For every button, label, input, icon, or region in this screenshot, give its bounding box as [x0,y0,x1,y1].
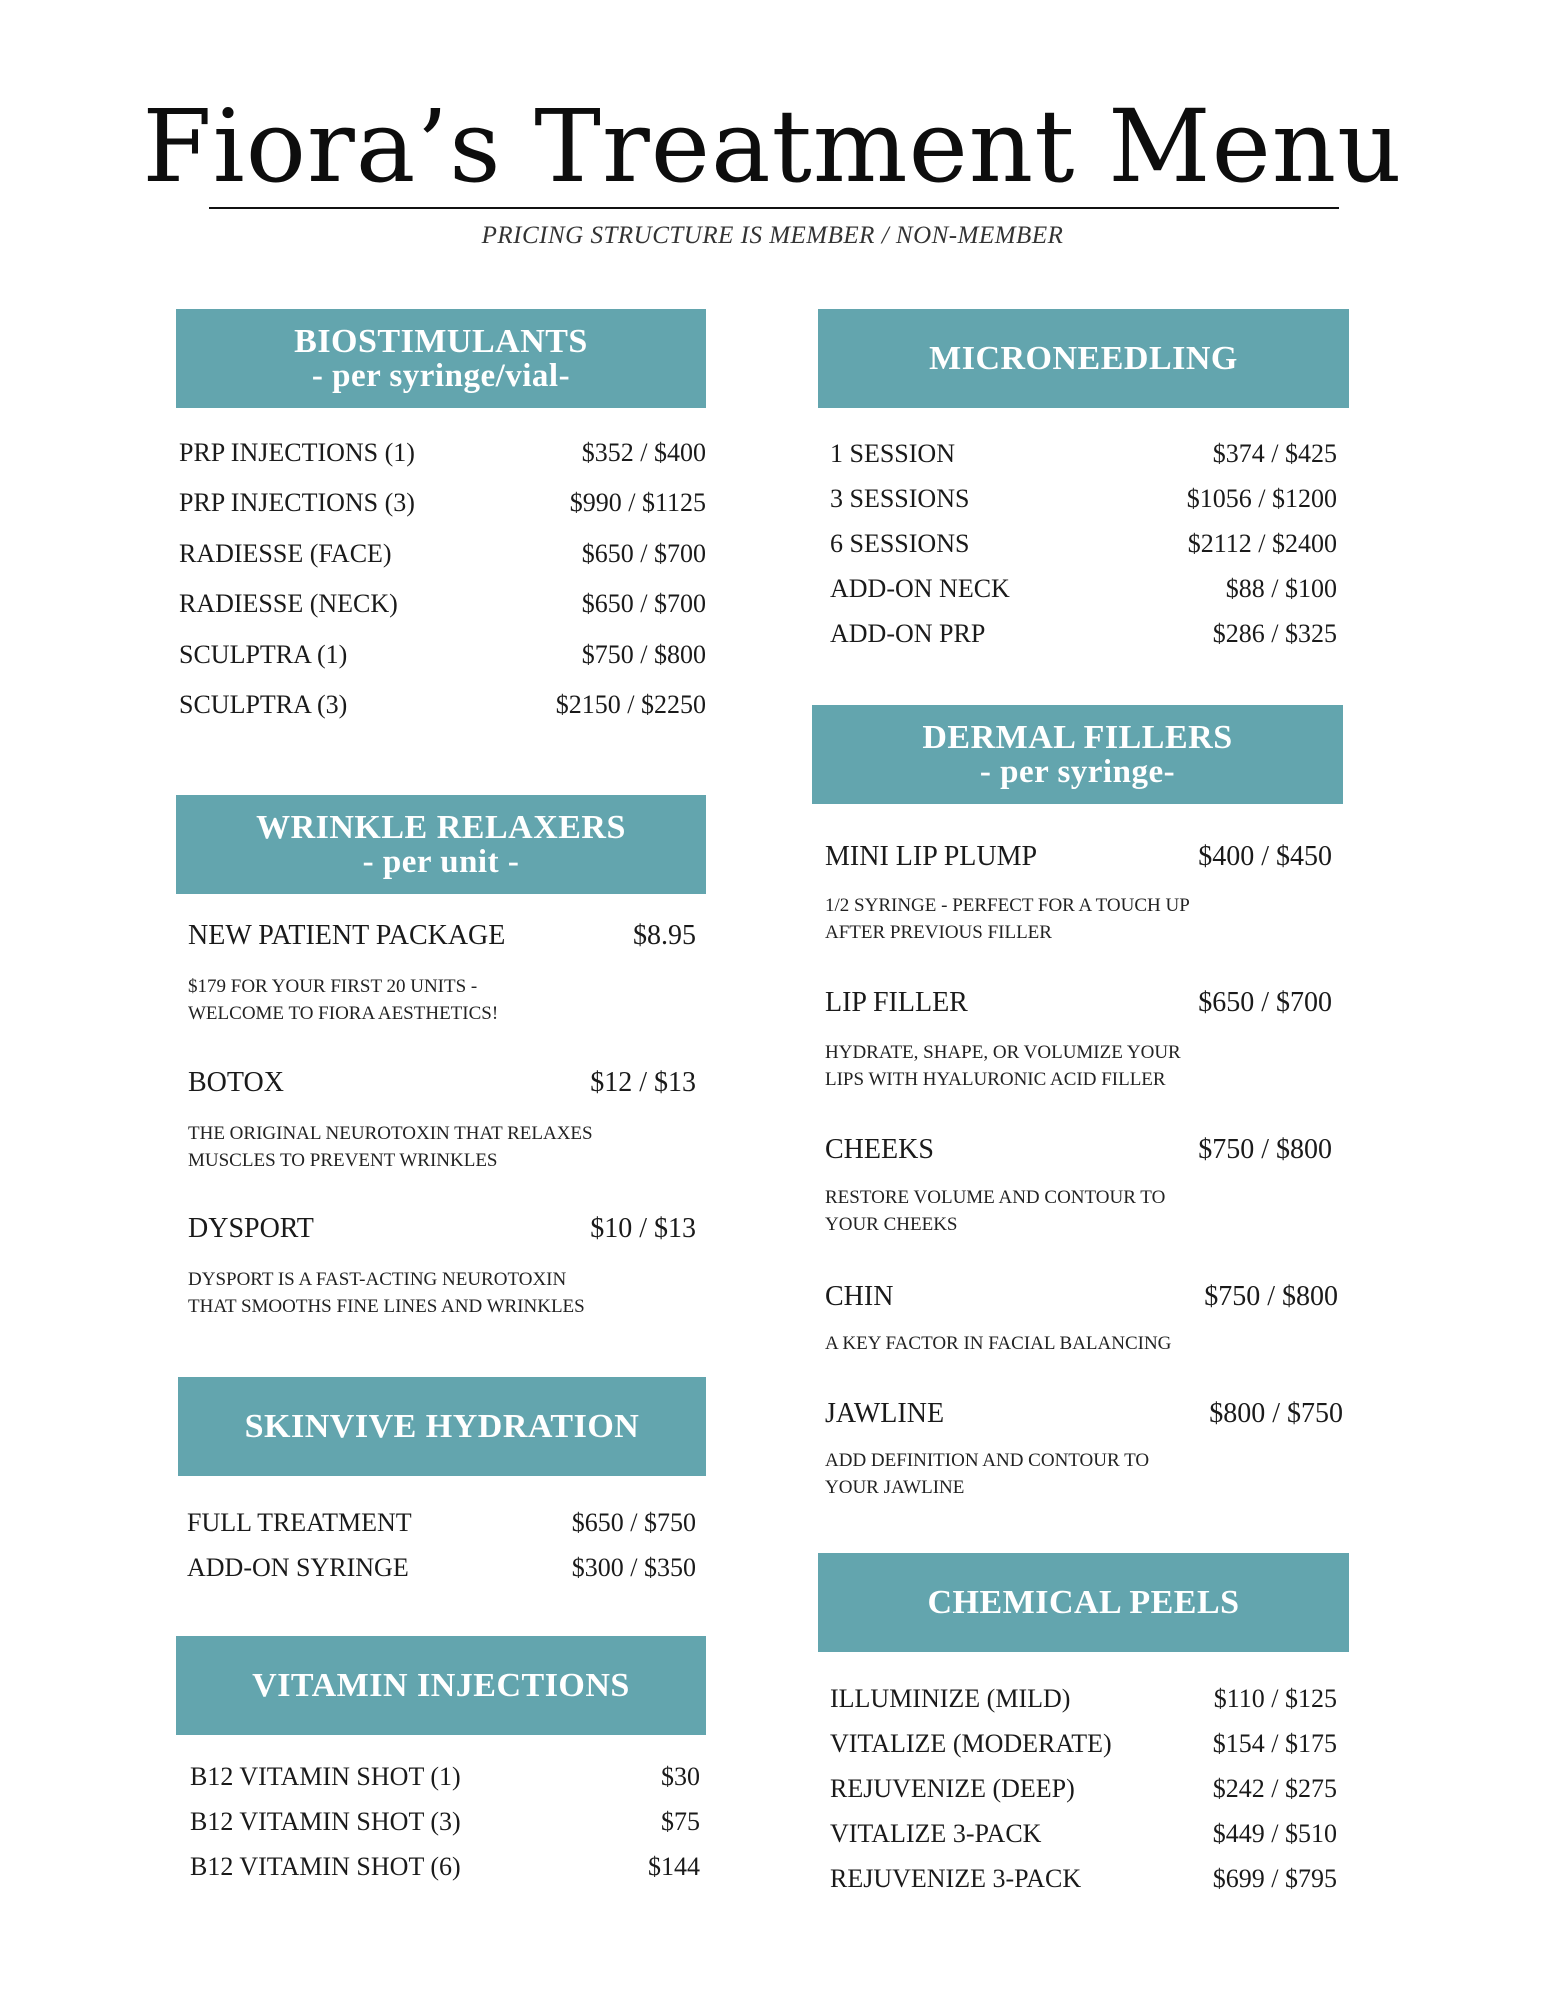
description-line: THAT SMOOTHS FINE LINES AND WRINKLES [188,1296,585,1317]
item-description [825,1330,1171,1357]
item-name: JAWLINE [825,1398,945,1429]
item-name: DYSPORT [188,1213,314,1244]
skinvive-item [187,1507,696,1539]
wrinkle-relaxers-item [188,1067,696,1099]
item-name: VITALIZE (MODERATE) [830,1729,1112,1758]
description-line: RESTORE VOLUME AND CONTOUR TO [825,1187,1166,1208]
item-price: $88 / $100 [1225,574,1337,603]
item-name: PRP INJECTIONS (3) [179,488,415,517]
item-name: 6 SESSIONS [830,529,970,558]
microneedling-item [830,528,1337,560]
item-price: $400 / $450 [1198,841,1332,872]
item-price: $286 / $325 [1212,619,1337,648]
vitamin-item [190,1851,700,1883]
description-line: $179 FOR YOUR FIRST 20 UNITS - [188,976,478,997]
description-line: HYDRATE, SHAPE, OR VOLUMIZE YOUR [825,1042,1181,1063]
item-name: CHEEKS [825,1134,934,1165]
biostimulants-item [179,639,706,671]
item-name: RADIESSE (FACE) [179,539,392,568]
dermal-fillers-subtitle: - per syringe- [979,753,1176,790]
dermal-fillers-item [825,987,1332,1019]
item-description [188,1120,593,1174]
item-price: $990 / $1125 [569,488,706,517]
item-price: $144 [648,1852,700,1881]
chemical-peels-item [830,1728,1337,1760]
description-line: WELCOME TO FIORA AESTHETICS! [188,1003,499,1024]
vitamin-item [190,1806,700,1838]
microneedling-item [830,483,1337,515]
item-price: $10 / $13 [590,1213,696,1244]
chemical-peels-item [830,1683,1337,1715]
item-name: NEW PATIENT PACKAGE [188,920,506,951]
item-price: $242 / $275 [1212,1774,1337,1803]
item-description [825,1447,1149,1501]
item-name: B12 VITAMIN SHOT (1) [190,1762,461,1791]
item-price: $650 / $750 [571,1508,696,1537]
biostimulants-subtitle: - per syringe/vial- [311,357,571,394]
skinvive-item [187,1552,696,1584]
item-name: VITALIZE 3-PACK [830,1819,1042,1848]
description-line: THE ORIGINAL NEUROTOXIN THAT RELAXES [188,1123,593,1144]
title-divider [209,207,1339,209]
item-price: $2150 / $2250 [555,690,706,719]
dermal-fillers-item [825,841,1332,873]
description-line: YOUR CHEEKS [825,1214,958,1235]
item-price: $449 / $510 [1212,1819,1337,1848]
item-description [188,973,498,1027]
item-name: BOTOX [188,1067,284,1098]
biostimulants-item [179,437,706,469]
biostimulants-item [179,538,706,570]
item-price: $750 / $800 [1198,1134,1332,1165]
item-name: REJUVENIZE 3-PACK [830,1864,1082,1893]
item-price: $650 / $700 [581,589,706,618]
vitamin-item [190,1761,700,1793]
chemical-peels-item [830,1863,1337,1895]
item-price: $154 / $175 [1212,1729,1337,1758]
chemical-peels-title: CHEMICAL PEELS [927,1583,1240,1621]
wrinkle-relaxers-subtitle: - per unit - [362,843,520,880]
microneedling-item [830,618,1337,650]
item-name: ADD-ON NECK [830,574,1010,603]
item-name: CHIN [825,1281,894,1312]
pricing-note: PRICING STRUCTURE IS MEMBER / NON-MEMBER [481,222,1064,249]
microneedling-header [818,309,1349,408]
description-line: MUSCLES TO PREVENT WRINKLES [188,1150,498,1171]
description-line: AFTER PREVIOUS FILLER [825,922,1052,943]
item-price: $352 / $400 [581,438,706,467]
item-name: REJUVENIZE (DEEP) [830,1774,1075,1803]
wrinkle-relaxers-title: WRINKLE RELAXERS [256,808,626,846]
description-line: LIPS WITH HYALURONIC ACID FILLER [825,1069,1166,1090]
item-name: MINI LIP PLUMP [825,841,1038,872]
page-title: Fiora’s Treatment Menu [142,88,1403,205]
dermal-fillers-item [825,1398,1343,1430]
item-price: $650 / $700 [581,539,706,568]
item-price: $800 / $750 [1209,1398,1343,1429]
wrinkle-relaxers-item [188,920,696,952]
description-line: ADD DEFINITION AND CONTOUR TO [825,1450,1150,1471]
chemical-peels-item [830,1818,1337,1850]
item-price: $699 / $795 [1212,1864,1337,1893]
description-line: YOUR JAWLINE [825,1477,965,1498]
vitamin-injections-header [176,1636,706,1735]
item-name: B12 VITAMIN SHOT (6) [190,1852,461,1881]
dermal-fillers-title: DERMAL FILLERS [922,718,1233,756]
item-name: PRP INJECTIONS (1) [179,438,415,467]
item-name: LIP FILLER [825,987,968,1018]
item-name: RADIESSE (NECK) [179,589,398,618]
item-name: B12 VITAMIN SHOT (3) [190,1807,461,1836]
item-price: $110 / $125 [1213,1684,1337,1713]
item-price: $750 / $800 [1204,1281,1338,1312]
biostimulants-item [179,487,706,519]
item-price: $30 [661,1762,700,1791]
item-price: $300 / $350 [571,1553,696,1582]
item-price: $8.95 [633,920,696,951]
item-name: ADD-ON SYRINGE [187,1553,409,1582]
microneedling-title: MICRONEEDLING [929,339,1238,377]
item-name: ADD-ON PRP [830,619,986,648]
chemical-peels-header [818,1553,1349,1652]
wrinkle-relaxers-header [176,795,706,894]
description-line: DYSPORT IS A FAST-ACTING NEUROTOXIN [188,1269,567,1290]
chemical-peels-item [830,1773,1337,1805]
item-name: 3 SESSIONS [830,484,970,513]
description-line: 1/2 SYRINGE - PERFECT FOR A TOUCH UP [825,895,1190,916]
skinvive-header [178,1377,706,1476]
microneedling-item [830,438,1337,470]
item-price: $1056 / $1200 [1186,484,1337,513]
dermal-fillers-item [825,1281,1338,1313]
wrinkle-relaxers-item [188,1213,696,1245]
skinvive-title: SKINVIVE HYDRATION [244,1407,640,1445]
description-line: A KEY FACTOR IN FACIAL BALANCING [825,1333,1172,1354]
biostimulants-item [179,689,706,721]
item-description [825,892,1190,946]
item-price: $75 [661,1807,700,1836]
item-price: $750 / $800 [581,640,706,669]
item-price: $12 / $13 [590,1067,696,1098]
item-name: 1 SESSION [830,439,955,468]
item-name: SCULPTRA (1) [179,640,348,669]
biostimulants-header [176,309,706,408]
item-description [825,1184,1165,1238]
item-description [825,1039,1181,1093]
vitamin-injections-title: VITAMIN INJECTIONS [252,1666,630,1704]
microneedling-item [830,573,1337,605]
dermal-fillers-item [825,1134,1332,1166]
biostimulants-title: BIOSTIMULANTS [294,322,588,360]
item-price: $374 / $425 [1212,439,1337,468]
item-name: ILLUMINIZE (MILD) [830,1684,1071,1713]
item-price: $650 / $700 [1198,987,1332,1018]
item-name: FULL TREATMENT [187,1508,412,1537]
item-description [188,1266,585,1320]
dermal-fillers-header [812,705,1343,804]
item-name: SCULPTRA (3) [179,690,348,719]
item-price: $2112 / $2400 [1187,529,1337,558]
biostimulants-item [179,588,706,620]
